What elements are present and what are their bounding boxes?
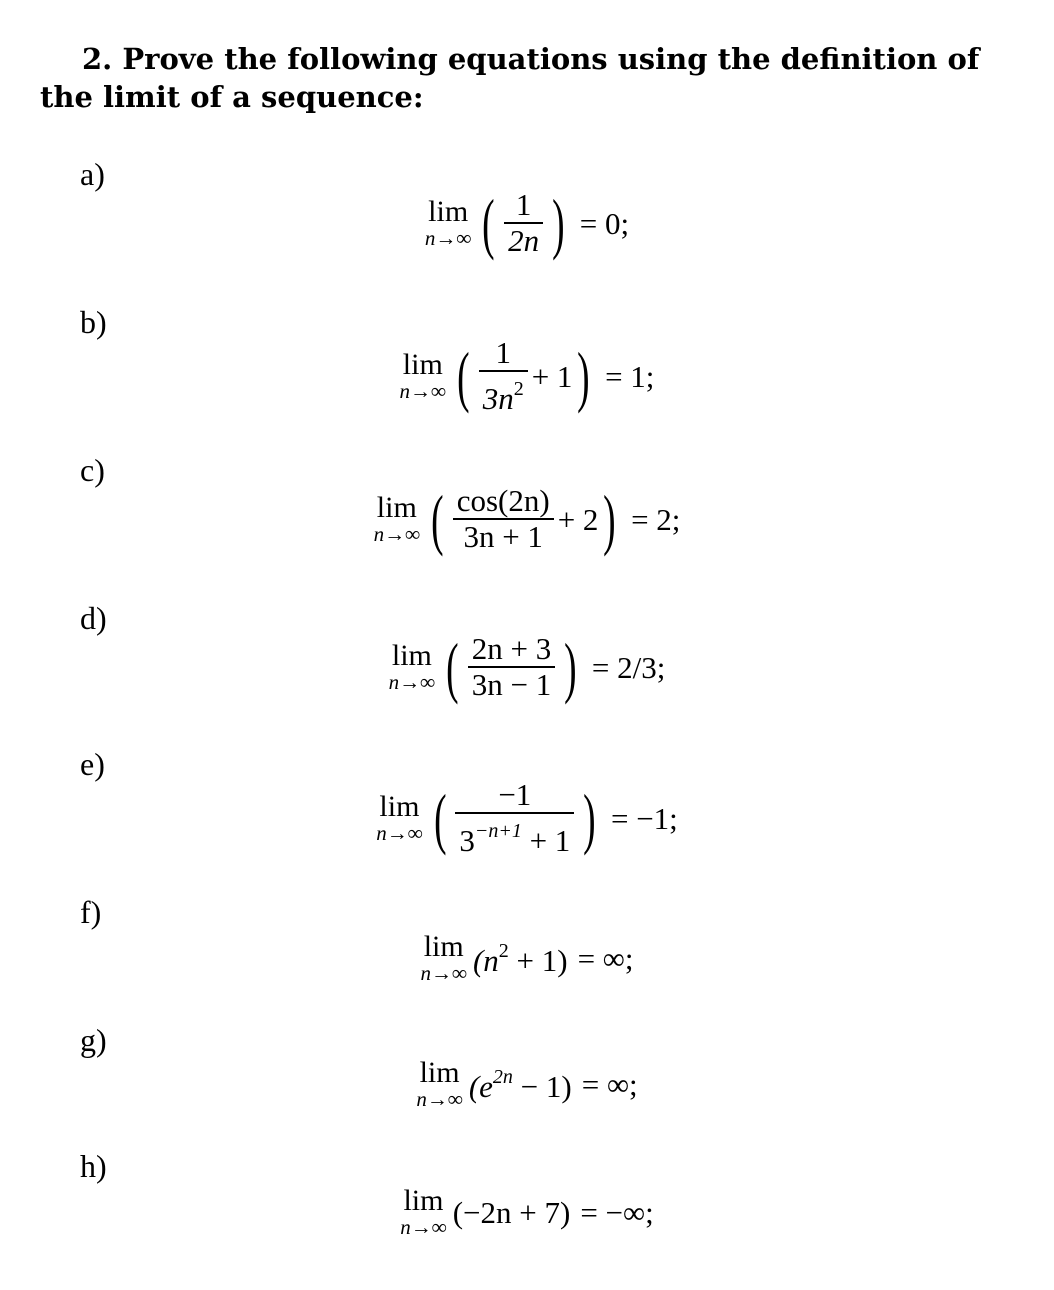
fraction: $\frac{\cos(2n)}{3n + 1}$ [453, 484, 554, 554]
item-label-d: d) [80, 600, 107, 636]
equation-e [0, 778, 1054, 858]
expression: (−2n + 7) [452, 1194, 571, 1230]
equation-rhs: = ∞; [577, 940, 634, 976]
limit-operator: lim n→∞ [373, 491, 421, 546]
addend: + 1 [531, 358, 573, 394]
item-label-a: a) [80, 156, 105, 192]
equation-a [0, 185, 1054, 261]
limit-operator: lim n→∞ [399, 348, 447, 403]
problem-heading-line-2: the limit of a sequence: [40, 80, 424, 114]
left-paren: ( [433, 780, 447, 856]
fraction: $\frac{-1}{3^{-n+1} + 1}$ [455, 778, 574, 858]
item-label-f: f) [80, 894, 102, 930]
right-paren: ) [583, 780, 596, 856]
item-label-e: e) [80, 746, 105, 782]
equation-rhs: = −∞; [580, 1194, 654, 1230]
left-paren: ( [446, 629, 459, 705]
expression: $(n^2 + 1)$ [472, 939, 568, 978]
item-label-g: g) [80, 1022, 107, 1058]
limit-operator: lim n→∞ [424, 195, 472, 250]
equation-g [0, 1058, 1054, 1110]
item-label-b: b) [80, 304, 107, 340]
equation-f [0, 932, 1054, 984]
equation-rhs: = 2/3; [591, 649, 666, 685]
right-paren: ) [603, 481, 616, 557]
equation-rhs: = −1; [610, 800, 678, 836]
item-label-h: h) [80, 1148, 107, 1184]
equation-rhs: = ∞; [581, 1066, 638, 1102]
limit-operator: lim n→∞ [400, 1184, 447, 1239]
expression: $(e^{2n} - 1)$ [468, 1065, 572, 1104]
left-paren: ( [431, 481, 444, 557]
equation-d [0, 629, 1054, 705]
problem-heading-line-1: 2. Prove the following equations using the definition of [82, 42, 980, 76]
problem-heading [40, 40, 1000, 116]
equation-b [0, 336, 1054, 416]
equation-c [0, 481, 1054, 557]
limit-operator: lim n→∞ [420, 930, 467, 985]
item-label-c: c) [80, 452, 105, 488]
left-paren: ( [457, 338, 470, 414]
right-paren: ) [577, 338, 590, 414]
limit-operator: lim n→∞ [388, 639, 436, 694]
addend: + 2 [557, 501, 599, 537]
limit-operator: lim n→∞ [416, 1056, 463, 1111]
fraction: $\frac{1}{2n}$ [504, 188, 543, 258]
fraction: $\frac{2n + 3}{3n - 1}$ [468, 632, 555, 702]
equation-h [0, 1186, 1054, 1238]
right-paren: ) [552, 185, 565, 261]
left-paren: ( [482, 185, 495, 261]
equation-rhs: = 0; [579, 205, 630, 241]
limit-operator: lim n→∞ [376, 790, 423, 845]
fraction: $\frac{1}{3n^2}$ [479, 336, 528, 416]
equation-rhs: = 1; [605, 358, 655, 394]
right-paren: ) [564, 629, 577, 705]
equation-rhs: = 2; [631, 501, 681, 537]
